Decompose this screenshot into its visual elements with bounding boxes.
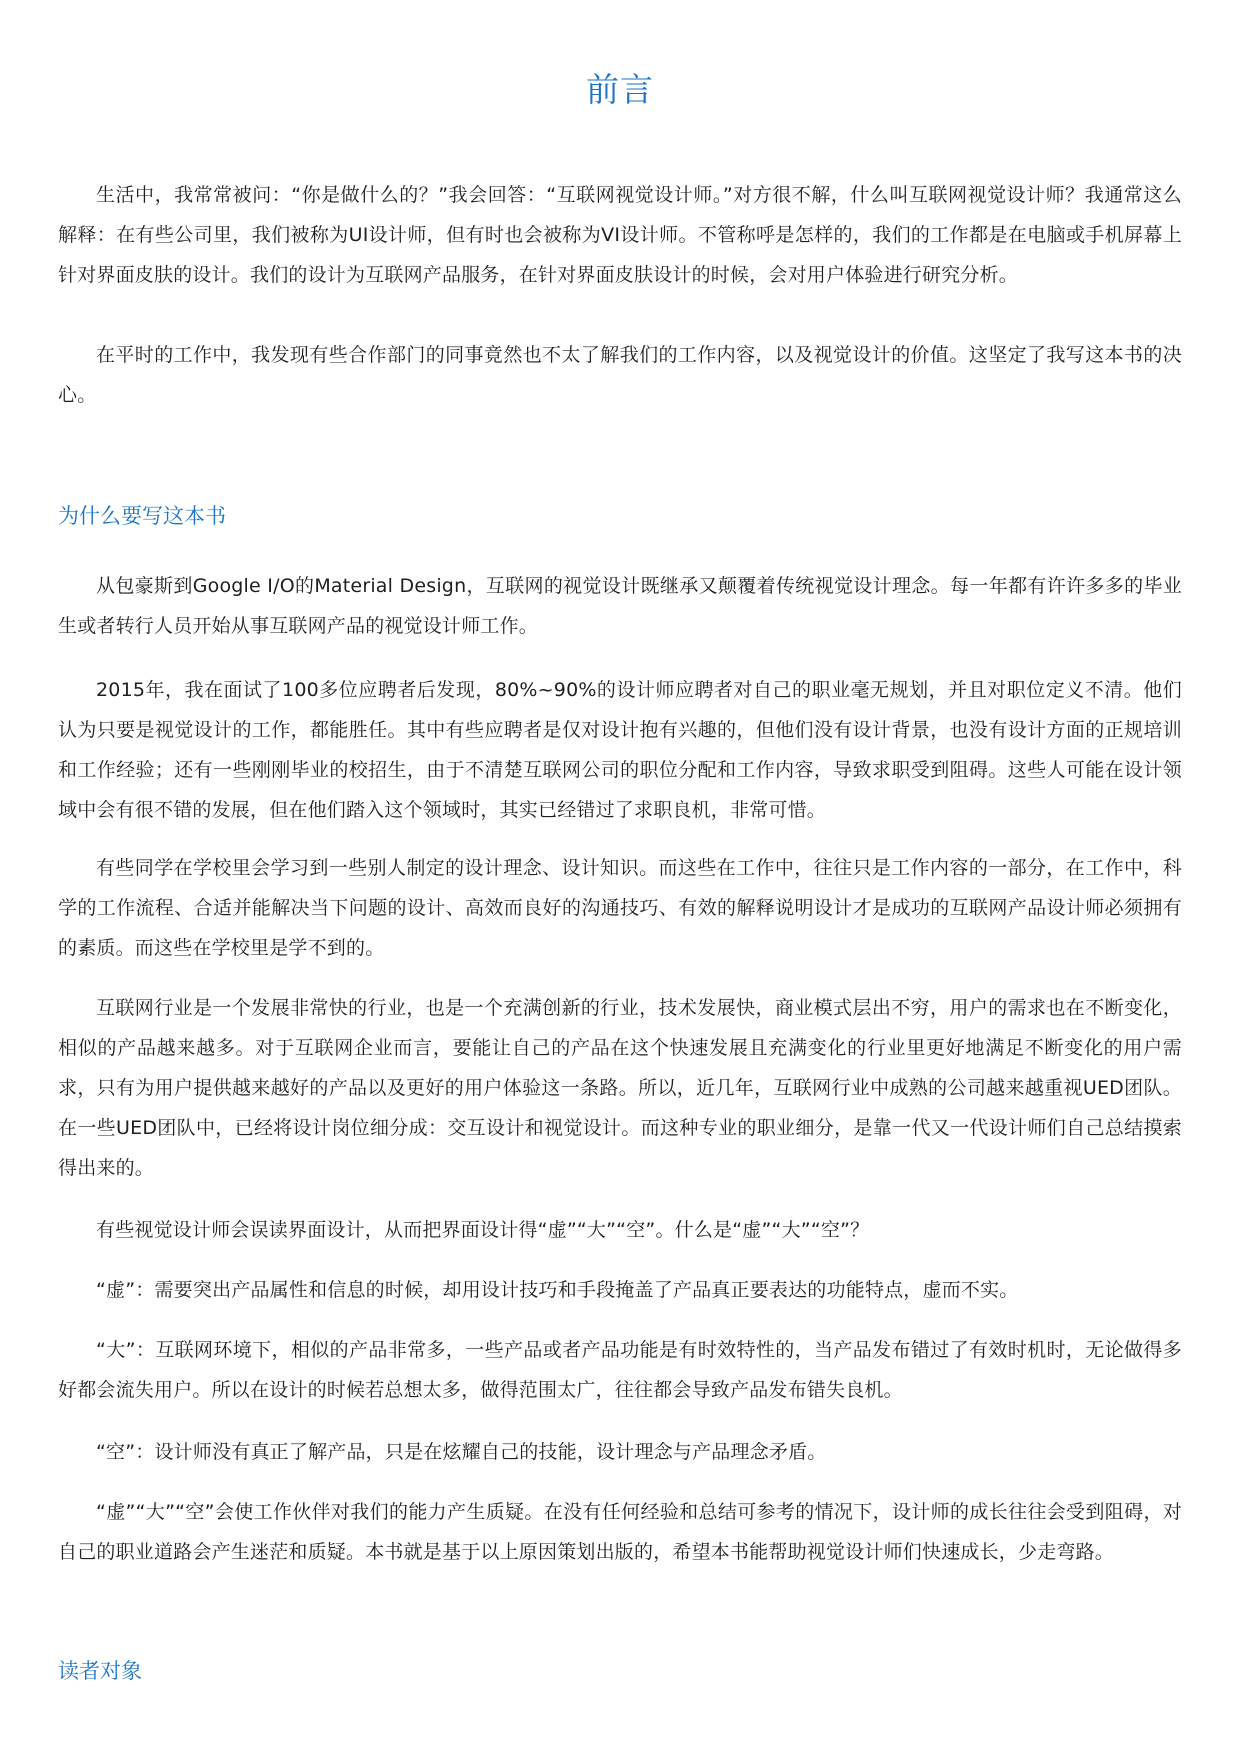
why-paragraph-8: “空”：设计师没有真正了解产品，只是在炫耀自己的技能，设计理念与产品理念矛盾。 <box>96 1441 827 1463</box>
why-paragraph-2: 2015年，我在面试了100多位应聘者后发现，80%~90%的设计师应聘者对自己的职业毫无规划，并且对职位定义不清。他们认为只要是视觉设计的工作，都能胜任。其中有些应聘者是仅对设计抱有兴趣的，但他们没有设计背景，也没有设计方面的正规培训和工作经验；还有一些刚刚毕业的校招生，由于不清楚互联网公司的职位分配和工作内容，导致求职受到阻碍。这些人可能在设计领域中会有很不错的发展，但在他们踏入这个领域时，其实已经错过了求职良机，非常可惜。 <box>58 679 1182 821</box>
intro-paragraph-1: 生活中，我常常被问：“你是做什么的？”我会回答：“互联网视觉设计师。”对方很不解，什么叫互联网视觉设计师？我通常这么解释：在有些公司里，我们被称为UI设计师，但有时也会被称为VI设计师。不管称呼是怎样的，我们的工作都是在电脑或手机屏幕上针对界面皮肤的设计。我们的设计为互联网产品服务，在针对界面皮肤设计的时候，会对用户体验进行研究分析。 <box>58 184 1182 286</box>
why-paragraph-5: 有些视觉设计师会误读界面设计，从而把界面设计得“虚”“大”“空”。什么是“虚”“大”“空”？ <box>96 1219 870 1241</box>
page-title: 前言 <box>586 70 654 109</box>
why-paragraph-7: “大”：互联网环境下，相似的产品非常多，一些产品或者产品功能是有时效特性的，当产品发布错过了有效时机时，无论做得多好都会流失用户。所以在设计的时候若总想太多，做得范围太广，往往都会导致产品发布错失良机。 <box>58 1339 1182 1401</box>
why-paragraph-9: “虚”“大”“空”会使工作伙伴对我们的能力产生质疑。在没有任何经验和总结可参考的情况下，设计师的成长往往会受到阻碍，对自己的职业道路会产生迷茫和质疑。本书就是基于以上原因策划出版的，希望本书能帮助视觉设计师们快速成长，少走弯路。 <box>58 1501 1182 1563</box>
why-paragraph-4: 互联网行业是一个发展非常快的行业，也是一个充满创新的行业，技术发展快，商业模式层出不穷，用户的需求也在不断变化，相似的产品越来越多。对于互联网企业而言，要能让自己的产品在这个快速发展且充满变化的行业里更好地满足不断变化的用户需求，只有为用户提供越来越好的产品以及更好的用户体验这一条路。所以，近几年，互联网行业中成熟的公司越来越重视UED团队。在一些UED团队中，已经将设计岗位细分成：交互设计和视觉设计。而这种专业的职业细分，是靠一代又一代设计师们自己总结摸索得出来的。 <box>58 997 1182 1179</box>
section-heading-why: 为什么要写这本书 <box>58 504 226 528</box>
why-paragraph-1: 从包豪斯到Google I/O的Material Design，互联网的视觉设计既继承又颠覆着传统视觉设计理念。每一年都有许许多多的毕业生或者转行人员开始从事互联网产品的视觉设计师工作。 <box>58 575 1182 637</box>
intro-paragraph-2: 在平时的工作中，我发现有些合作部门的同事竟然也不太了解我们的工作内容，以及视觉设计的价值。这坚定了我写这本书的决心。 <box>58 344 1182 406</box>
section-heading-readers: 读者对象 <box>58 1659 142 1683</box>
why-paragraph-6: “虚”：需要突出产品属性和信息的时候，却用设计技巧和手段掩盖了产品真正要表达的功能特点，虚而不实。 <box>96 1279 1019 1301</box>
why-paragraph-3: 有些同学在学校里会学习到一些别人制定的设计理念、设计知识。而这些在工作中，往往只是工作内容的一部分，在工作中，科学的工作流程、合适并能解决当下问题的设计、高效而良好的沟通技巧、有效的解释说明设计才是成功的互联网产品设计师必须拥有的素质。而这些在学校里是学不到的。 <box>58 857 1182 959</box>
